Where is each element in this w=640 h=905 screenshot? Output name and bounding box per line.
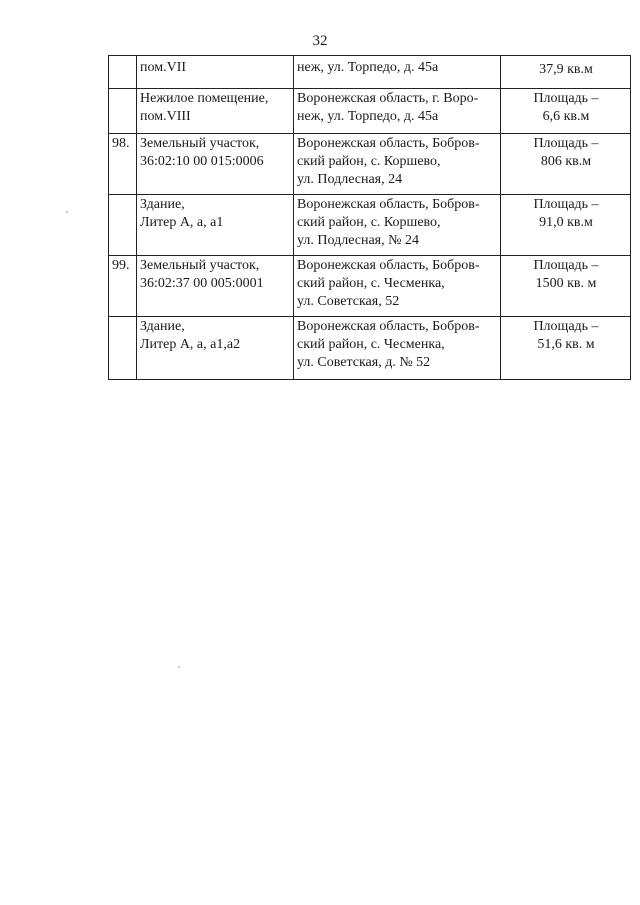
object-cell: Нежилое помещение, пом.VIII — [137, 89, 294, 134]
area-cell: Площадь – 6,6 кв.м — [501, 89, 631, 134]
address-cell: Воронежская область, г. Воро- неж, ул. Торпедо, д. 45а — [294, 89, 501, 134]
area-cell: Площадь – 91,0 кв.м — [501, 195, 631, 256]
table-row — [109, 56, 631, 89]
row-number-cell — [109, 195, 137, 256]
area-cell: Площадь – 1500 кв. м — [501, 256, 631, 317]
address-cell: Воронежская область, Бобров- ский район, с. Коршево, ул. Подлесная, 24 — [294, 134, 501, 195]
address-cell: Воронежская область, Бобров- ский район, с. Коршево, ул. Подлесная, № 24 — [294, 195, 501, 256]
property-registry-table — [108, 55, 631, 380]
table-row — [109, 89, 631, 134]
scan-speck — [66, 211, 68, 213]
row-number-cell — [109, 56, 137, 89]
object-cell: Здание, Литер А, а, а1 — [137, 195, 294, 256]
object-cell: пом.VII — [137, 56, 294, 89]
area-cell: 37,9 кв.м — [501, 56, 631, 89]
table-row — [109, 134, 631, 195]
row-number-cell: 99. — [109, 256, 137, 317]
address-cell: Воронежская область, Бобров- ский район, с. Чесменка, ул. Советская, 52 — [294, 256, 501, 317]
object-cell: Земельный участок, 36:02:10 00 015:0006 — [137, 134, 294, 195]
scan-speck — [178, 666, 180, 668]
object-cell: Здание, Литер А, а, а1,а2 — [137, 317, 294, 380]
area-cell: Площадь – 806 кв.м — [501, 134, 631, 195]
row-number-cell: 98. — [109, 134, 137, 195]
address-cell: Воронежская область, Бобров- ский район, с. Чесменка, ул. Советская, д. № 52 — [294, 317, 501, 380]
table-row — [109, 317, 631, 380]
table-row — [109, 256, 631, 317]
object-cell: Земельный участок, 36:02:37 00 005:0001 — [137, 256, 294, 317]
row-number-cell — [109, 317, 137, 380]
table-row — [109, 195, 631, 256]
row-number-cell — [109, 89, 137, 134]
area-cell: Площадь – 51,6 кв. м — [501, 317, 631, 380]
page-number: 32 — [312, 33, 328, 49]
address-cell: неж, ул. Торпедо, д. 45а — [294, 56, 501, 89]
